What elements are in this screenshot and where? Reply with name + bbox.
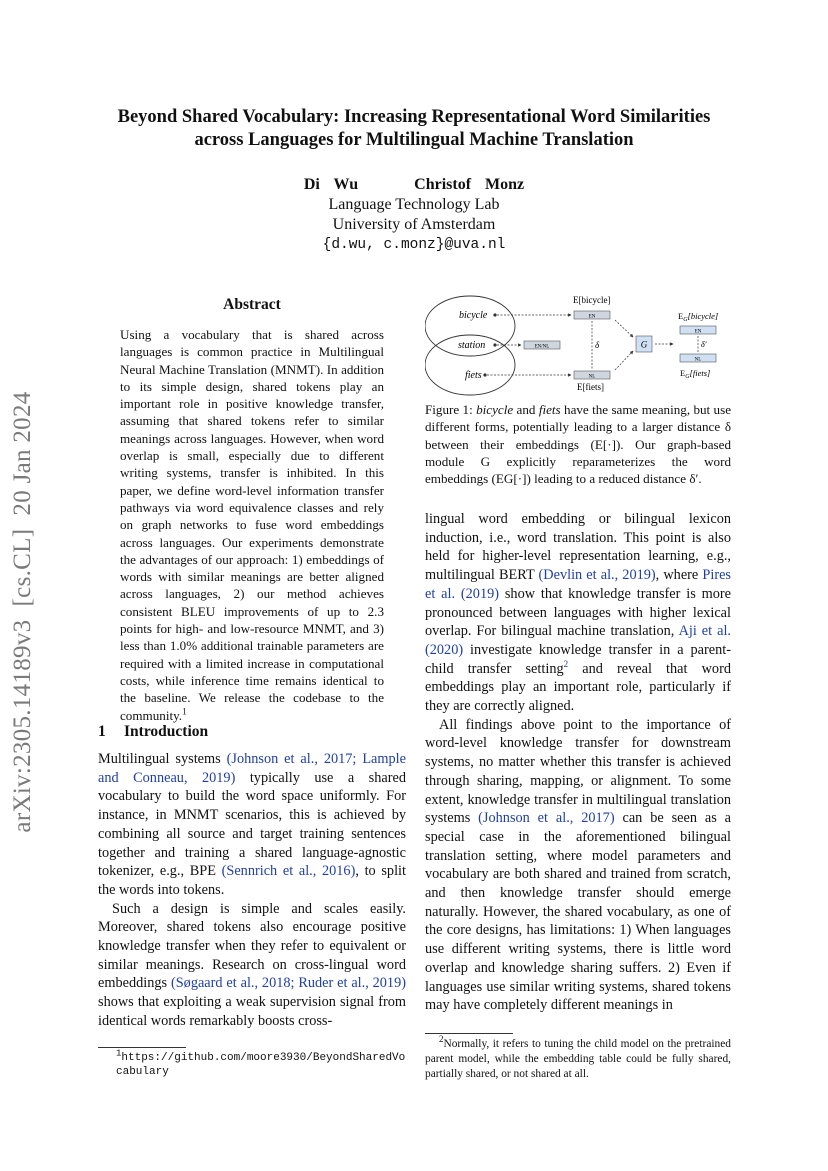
abstract-body — [120, 326, 384, 724]
citation-link[interactable]: Aji et al. (2020) — [425, 623, 731, 658]
arxiv-stamp — [2, 372, 44, 852]
tag-nl-left: NL — [588, 374, 596, 380]
right-paragraph-1: lingual word embedding or bilingual lexicon induction, i.e., word translation. This point is also held for higher-level representation learning, e.g., multilingual BERT (Devlin et al., 2019), where Pires et al. (2019) show that knowledge transfer is more pronounced between languages with higher lexical overlap. For bilingual machine translation, Aji et al. (2020) investigate knowledge transfer in a parent-child transfer setting$^2$ and reveal that word embeddings play an important role, particularly if they are correctly aligned. — [425, 511, 731, 715]
paper-title — [60, 106, 768, 152]
footnote-1-link[interactable]: https://github.com/moore3930/BeyondSharedVocabulary — [116, 1052, 406, 1078]
delta-label: δ — [595, 340, 600, 350]
author-email: {d.wu, c.monz}@uva.nl — [322, 237, 506, 253]
abstract-text: Using a vocabulary that is shared across languages is common practice in Multilingual Neural Machine Translation (MNMT). In addition to its simple design, shared tokens play an important role in positive knowledge transfer, assuming that shared tokens refer to similar meanings across languages. However, when word overlap is small, especially due to different writing systems, transfer is inhibited. In this paper, we define word-level information transfer pathways via word equivalence classes and rely on graph networks to fuse word embeddings across languages. Our experiments demonstrate the advantages of our approach: 1) embeddings of words with similar meanings are better aligned across languages, 2) our method achieves consistent BLEU improvements of up to 2.3 points for high- and low-resource MNMT, and 3) less than 1.0% additional trainable parameters are required with a limited increase in computational costs, while inference time remains identical to the baseline. We release the codebase to the community. — [120, 327, 384, 723]
tag-en-nl: EN/NL — [534, 344, 550, 350]
right-column-text — [425, 510, 731, 1015]
footnote-ref-1[interactable]: 1 — [182, 706, 187, 717]
figure-1-caption: Figure 1: bicycle and fiets have the same meaning, but use different forms, potentially leading to a larger distance δ between their embeddings (E[·]). Our graph-based module G explicitly reparameterizes the word embeddings (EG[·]) leading to a reduced distance δ′. — [425, 402, 732, 487]
word-station: station — [458, 340, 486, 351]
word-bicycle: bicycle — [459, 310, 488, 321]
citation-link[interactable]: (Devlin et al., 2019) — [538, 567, 656, 584]
tag-nl-right: NL — [694, 357, 702, 363]
delta-prime-label: δ′ — [701, 340, 707, 349]
footnote-2-text: Normally, it refers to tuning the child model on the pretrained parent model, while the embedding table could be fully shared, partially shared, or not shared at all. — [425, 1038, 731, 1080]
caption-label: Figure 1: — [425, 402, 477, 417]
section-title: Introduction — [124, 723, 209, 740]
affiliation-lab: Language Technology Lab — [328, 196, 500, 213]
citation-link[interactable]: Pires et al. (2019) — [425, 567, 731, 602]
footnote-1 — [98, 1047, 406, 1079]
footnote-ref-2[interactable]: 2 — [563, 658, 569, 669]
footnote-1-mark: 1 — [116, 1048, 122, 1059]
word-fiets: fiets — [465, 370, 482, 381]
author-block — [214, 175, 614, 255]
tag-en-left: EN — [588, 314, 596, 320]
citation-link[interactable]: (Johnson et al., 2017) — [478, 810, 615, 827]
graph-module-label: G — [640, 339, 648, 350]
label-e-bicycle: E[bicycle] — [573, 295, 611, 305]
tag-en-right: EN — [694, 329, 702, 335]
citation-link[interactable]: (Sennrich et al., 2016) — [221, 863, 356, 880]
citation-link[interactable]: (Johnson et al., 2017; Lample and Conneau, 2019) — [98, 751, 406, 786]
footnote-2-mark: 2 — [439, 1034, 444, 1045]
footnote-rule — [98, 1047, 186, 1048]
figure-1-diagram — [425, 290, 731, 398]
affiliation-university: University of Amsterdam — [332, 216, 496, 233]
abstract-heading: Abstract — [223, 296, 281, 313]
label-e-fiets: E[fiets] — [577, 382, 604, 392]
citation-link[interactable]: (Søgaard et al., 2018; Ruder et al., 2019) — [170, 975, 406, 992]
label-eg-fiets: $E_G[fiets]$ — [680, 368, 711, 380]
right-paragraph-2: All findings above point to the importance of word-level knowledge transfer for downstream systems, no matter whether this transfer is achieved through sharing, mapping, or alignment. To some extent, knowledge transfer in multilingual translation systems (Johnson et al., 2017) can be seen as a special case in the aforementioned bilingual translation setting, where model parameters and vocabulary are both shared and trained from scratch, and then knowledge transfer should emerge naturally. However, the shared vocabulary, as one of the core designs, has limitations: 1) When languages use different writing systems, there is little word overlap and knowledge sharing suffers. 2) Even if languages use similar writing systems, shared tokens may have completely different meanings in — [425, 716, 731, 1014]
title-line-1: Beyond Shared Vocabulary: Increasing Representational Word Similarities — [117, 107, 711, 127]
intro-paragraph-1: Multilingual systems (Johnson et al., 2017; Lample and Conneau, 2019) typically use a shared vocabulary to build the word space uniformly. For instance, in MNMT scenarios, this is achieved by combining all source and target training sentences together and training a shared language-agnostic tokenizer, e.g., BPE (Sennrich et al., 2016), to split the words into tokens. — [98, 751, 406, 898]
footnote-2 — [425, 1033, 731, 1082]
intro-paragraph-2: Such a design is simple and scales easily. Moreover, shared tokens also encourage positive knowledge transfer when they refer to equivalent or similar meanings. Research on cross-lingual word embeddings (Søgaard et al., 2018; Ruder et al., 2019) shows that exploiting a weak supervision signal from identical words remarkably boosts cross- — [98, 900, 406, 1029]
section-number: 1 — [98, 723, 106, 740]
left-column-text — [98, 750, 406, 1031]
arxiv-id: arXiv:2305.14189v3 [cs.CL] 20 Jan 2024 — [9, 391, 36, 833]
title-line-2: across Languages for Multilingual Machine Translation — [194, 130, 634, 150]
label-eg-bicycle: $E_G[bicycle]$ — [678, 311, 719, 323]
author-names: Di Wu Christof Monz — [303, 176, 525, 193]
section-heading-introduction — [98, 723, 208, 741]
